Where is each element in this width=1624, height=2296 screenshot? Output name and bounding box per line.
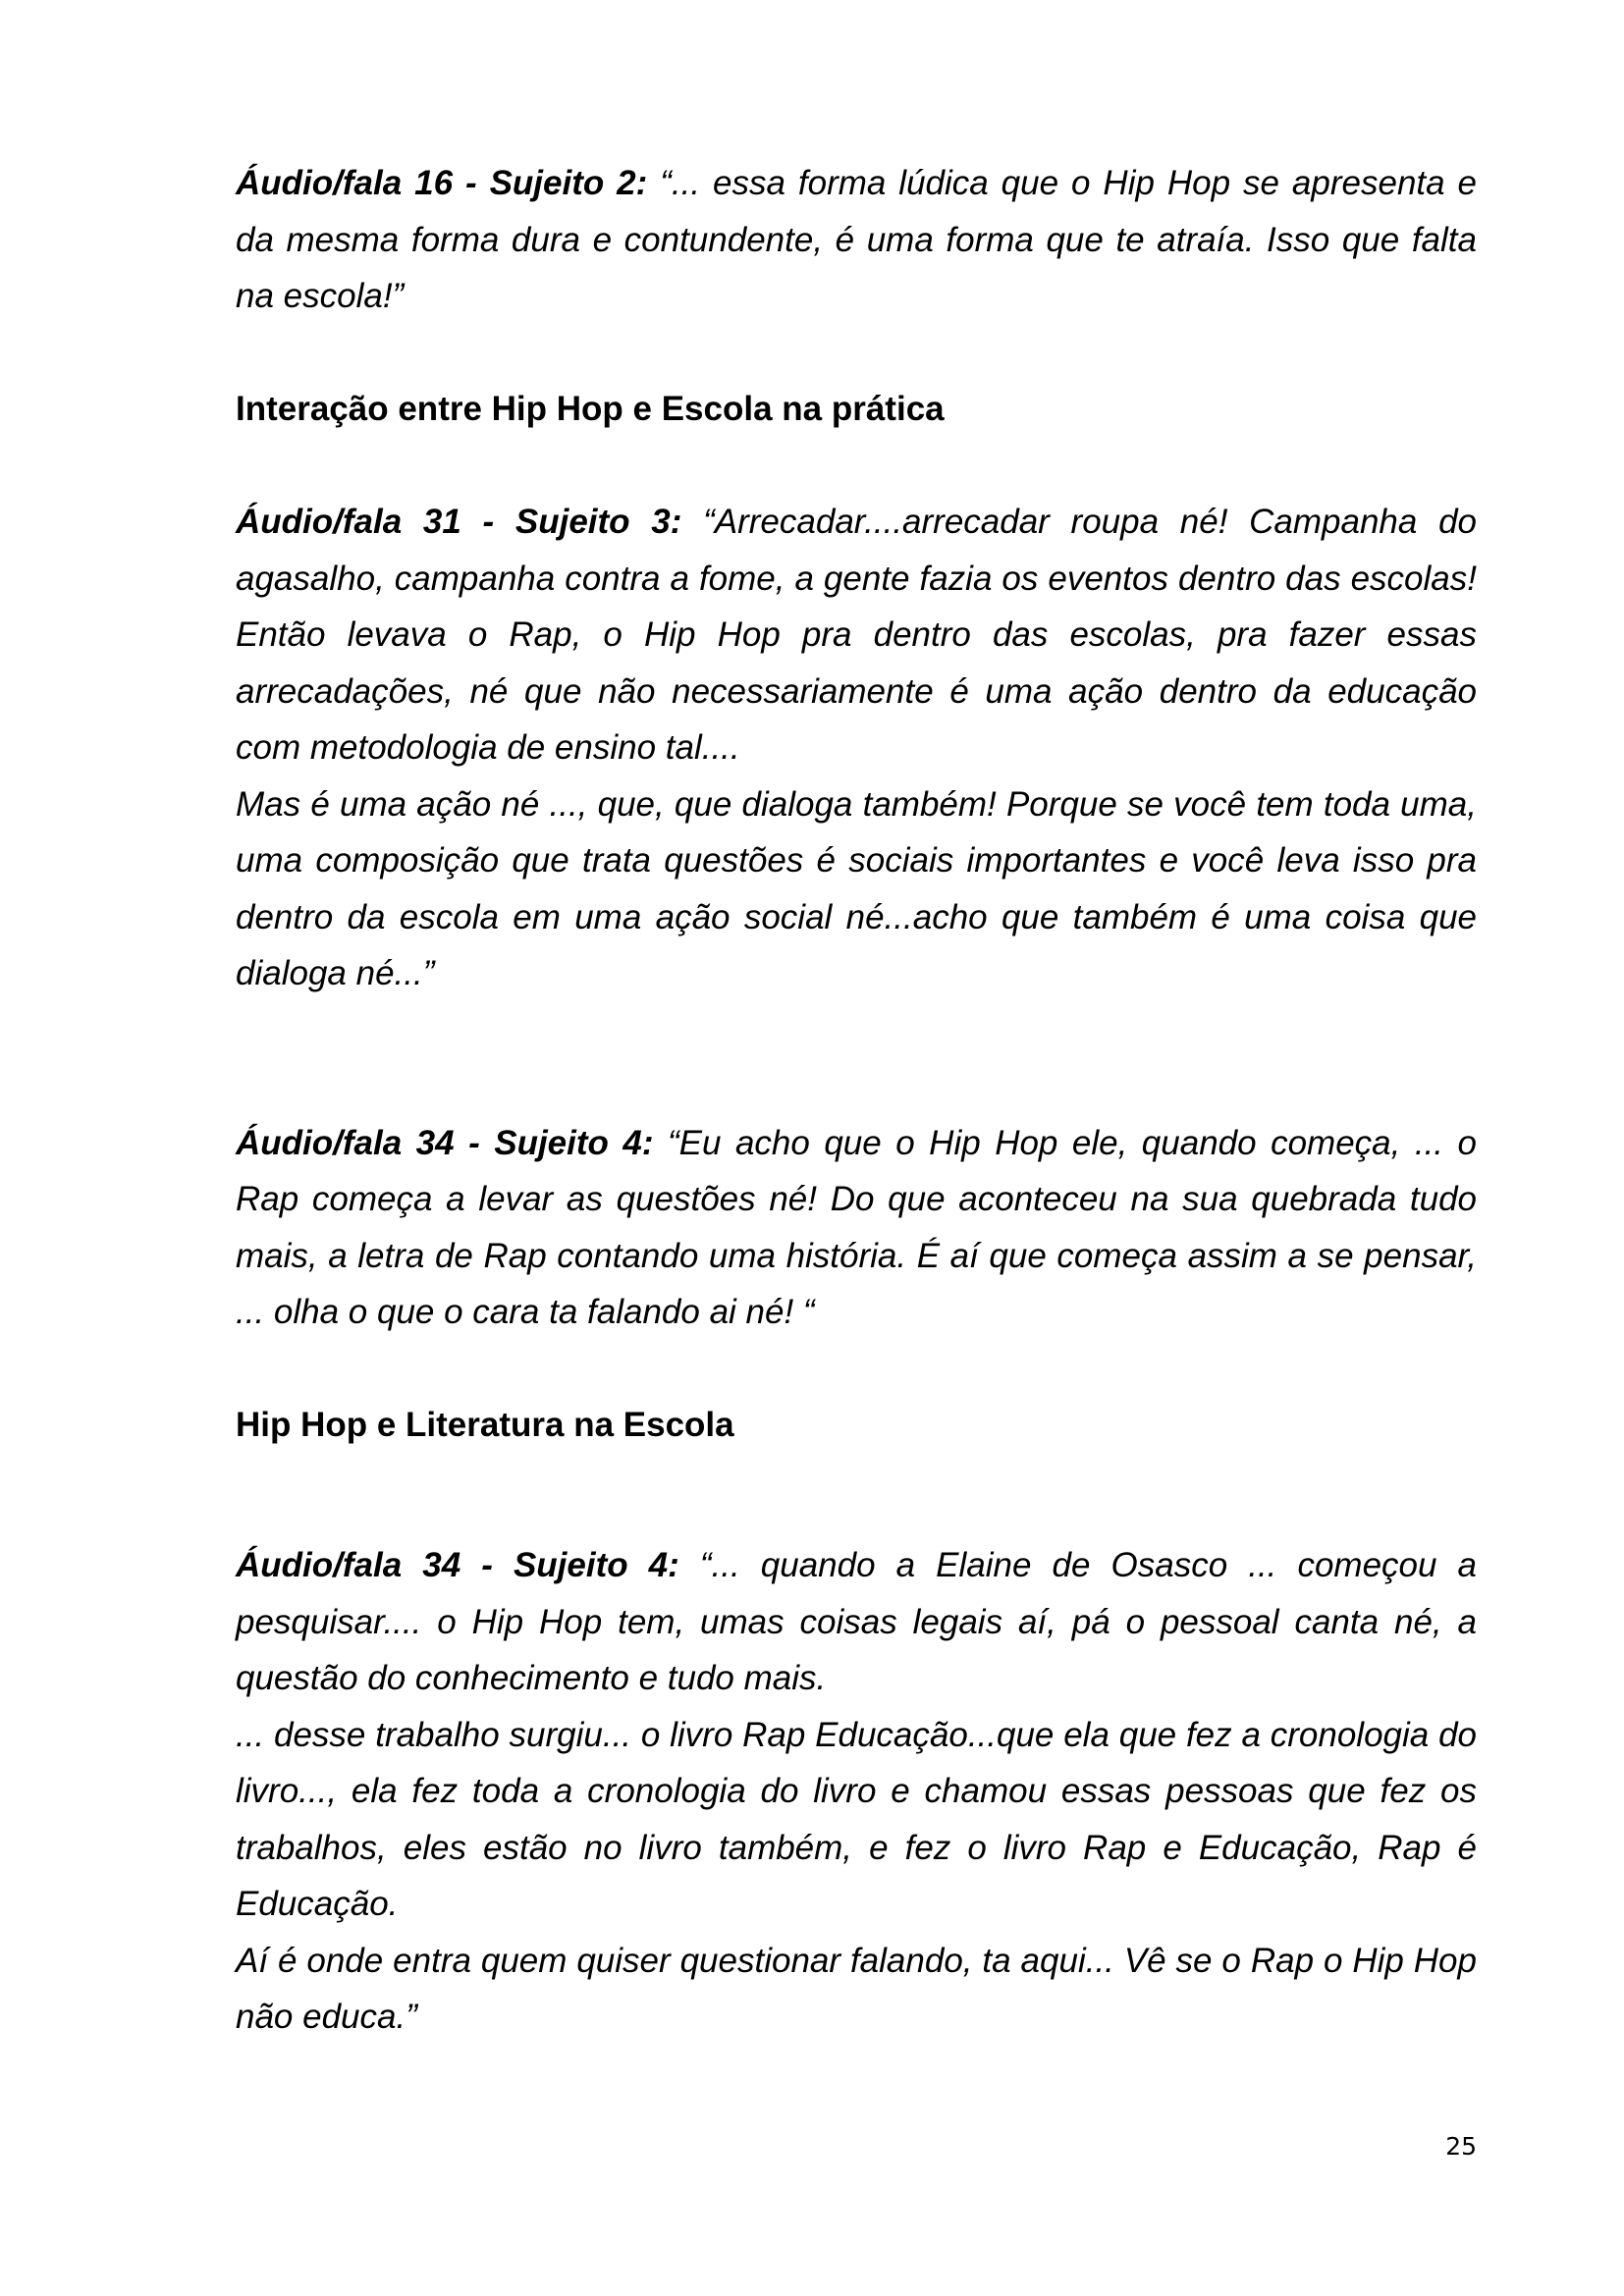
- quote-text-continuation: ... desse trabalho surgiu... o livro Rap Educação...que ela que fez a cronologia do livro..., ela fez toda a cronologia do livro e chamou essas pessoas que fez os trabalhos, eles estão no livro também, e fez o livro Rap e Educação, Rap é Educação.: [236, 1715, 1477, 1923]
- interview-quote-16-sujeito-2: [236, 155, 1477, 325]
- speaker-label: Áudio/fala 34 - Sujeito 4:: [236, 1546, 679, 1584]
- interview-quote-31-sujeito-3: [236, 494, 1477, 1002]
- quote-text: “Eu acho que o Hip Hop ele, quando começa, ... o Rap começa a levar as questões né! Do que aconteceu na sua quebrada tudo mais, a letra de Rap contando uma história. É aí que começa assim a se pensar, ... olha o que o cara ta falando ai né! “: [236, 1123, 1477, 1331]
- interview-quote-34-sujeito-4: [236, 1115, 1477, 1341]
- section-heading-literatura: Hip Hop e Literatura na Escola: [236, 1405, 734, 1444]
- quote-text-continuation: Mas é uma ação né ..., que, que dialoga também! Porque se você tem toda uma, uma composição que trata questões é sociais importantes e você leva isso pra dentro da escola em uma ação social né...acho que também é uma coisa que dialoga né...”: [236, 784, 1477, 992]
- quote-text: “Arrecadar....arrecadar roupa né! Campanha do agasalho, campanha contra a fome, a gente fazia os eventos dentro das escolas! Então levava o Rap, o Hip Hop pra dentro das escolas, pra fazer essas arrecadações, né que não necessariamente é uma ação dentro da educação com metodologia de ensino tal....: [236, 503, 1477, 767]
- speaker-label: Áudio/fala 31 - Sujeito 3:: [236, 503, 682, 541]
- document-body: [236, 155, 1477, 2046]
- speaker-label: Áudio/fala 34 - Sujeito 4:: [236, 1123, 654, 1162]
- quote-text: “... quando a Elaine de Osasco ... começou a pesquisar.... o Hip Hop tem, umas coisas legais aí, pá o pessoal canta né, a questão do conhecimento e tudo mais.: [236, 1546, 1477, 1697]
- interview-quote-34-sujeito-4-literatura: [236, 1537, 1477, 2046]
- quote-text-conclusion: Aí é onde entra quem quiser questionar falando, ta aqui... Vê se o Rap o Hip Hop não educa.”: [236, 1941, 1477, 2036]
- speaker-label: Áudio/fala 16 - Sujeito 2:: [236, 164, 648, 202]
- quote-text: “... essa forma lúdica que o Hip Hop se apresenta e da mesma forma dura e contundente, é uma forma que te atraía. Isso que falta na escola!”: [236, 164, 1477, 315]
- section-heading-interacao: Interação entre Hip Hop e Escola na prática: [236, 389, 945, 428]
- page-number: 25: [1445, 2132, 1477, 2161]
